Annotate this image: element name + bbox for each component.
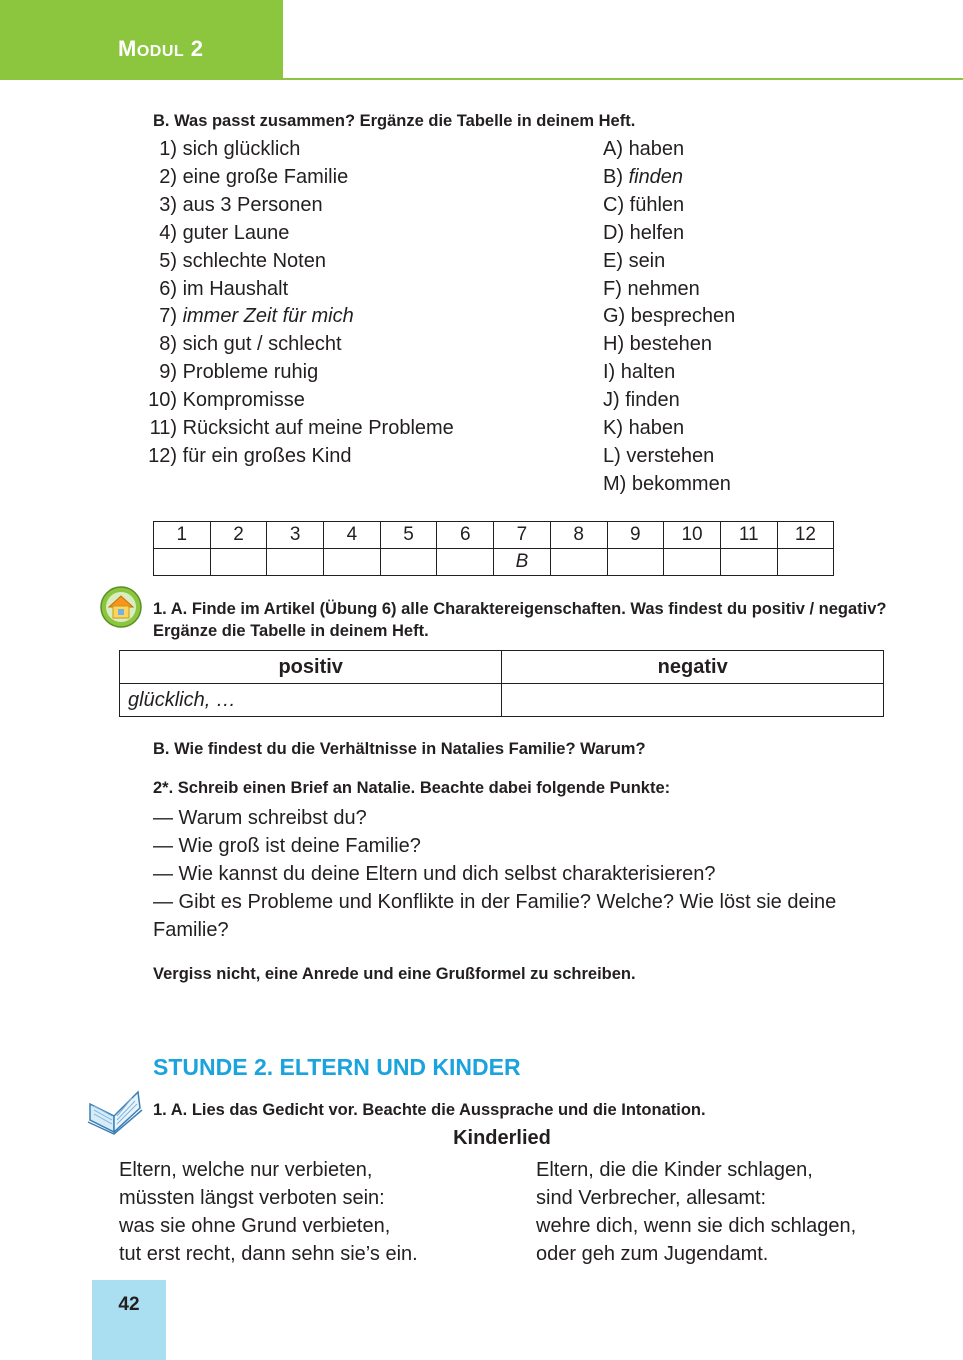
answer-table-answer-cell bbox=[154, 549, 211, 576]
poem-line: oder geh zum Jugendamt. bbox=[536, 1243, 769, 1265]
home-icon bbox=[100, 586, 142, 628]
answer-table-answer-cell bbox=[550, 549, 607, 576]
item-text: sich gut / schlecht bbox=[182, 333, 342, 356]
item-text: aus 3 Personen bbox=[182, 193, 323, 216]
answer-table-number-row bbox=[154, 522, 834, 549]
matching-left-item bbox=[141, 220, 454, 248]
item-text: Rücksicht auf meine Probleme bbox=[182, 417, 454, 440]
answer-table-number-cell: 10 bbox=[664, 522, 721, 549]
letter-point: — Gibt es Probleme und Konflikte in der Familie? Welche? Wie löst sie deine Familie? bbox=[153, 891, 837, 941]
item-text: finden bbox=[628, 165, 684, 188]
item-number: 1) bbox=[159, 138, 177, 160]
poem-stanza-left bbox=[119, 1156, 418, 1268]
matching-left-item bbox=[141, 136, 454, 164]
answer-table bbox=[153, 521, 834, 576]
matching-right-list bbox=[603, 136, 735, 499]
item-text: helfen bbox=[629, 221, 685, 244]
matching-right-item bbox=[603, 164, 735, 192]
item-text: besprechen bbox=[630, 305, 736, 328]
item-letter: K) bbox=[603, 417, 623, 440]
answer-table-number-cell: 3 bbox=[267, 522, 324, 549]
answer-table-answer-cell bbox=[664, 549, 721, 576]
matching-left-item bbox=[141, 387, 454, 415]
item-number: 12) bbox=[148, 444, 177, 467]
item-text: sein bbox=[628, 249, 666, 272]
lesson-task-heading: 1. A. Lies das Gedicht vor. Beachte die Aussprache und die Intonation. bbox=[153, 1101, 706, 1119]
answer-table-answer-cell bbox=[324, 549, 381, 576]
item-letter: C) bbox=[603, 193, 625, 216]
item-text: haben bbox=[628, 138, 685, 160]
matching-right-item bbox=[603, 248, 735, 276]
item-text: nehmen bbox=[627, 277, 700, 300]
item-letter: L) bbox=[603, 444, 621, 467]
matching-left-item bbox=[141, 248, 454, 276]
matching-right-item bbox=[603, 331, 735, 359]
character-traits-table bbox=[119, 650, 884, 717]
answer-table-answer-cell: B bbox=[494, 549, 551, 576]
matching-left-item bbox=[141, 164, 454, 192]
item-letter: F) bbox=[603, 277, 622, 300]
item-text: bekommen bbox=[631, 472, 731, 495]
poem-line: Eltern, die die Kinder schlagen, bbox=[536, 1159, 813, 1181]
item-number: 9) bbox=[159, 361, 177, 384]
matching-right-item bbox=[603, 276, 735, 304]
item-letter: E) bbox=[603, 249, 623, 272]
item-text: guter Laune bbox=[182, 221, 290, 244]
letter-point: — Warum schreibst du? bbox=[153, 807, 367, 829]
column-negative-header: negativ bbox=[502, 651, 884, 684]
item-text: finden bbox=[625, 389, 680, 412]
answer-table-number-cell: 9 bbox=[607, 522, 664, 549]
item-text: Probleme ruhig bbox=[182, 361, 319, 384]
item-text: Kompromisse bbox=[182, 389, 305, 412]
letter-point: — Wie kannst du deine Eltern und dich selbst charakterisieren? bbox=[153, 863, 716, 885]
answer-table-number-cell: 1 bbox=[154, 522, 211, 549]
answer-table-answer-cell bbox=[380, 549, 437, 576]
item-text: für ein großes Kind bbox=[182, 444, 352, 467]
matching-left-item bbox=[141, 415, 454, 443]
item-number: 11) bbox=[149, 417, 177, 440]
lesson-title: STUNDE 2. ELTERN UND KINDER bbox=[153, 1054, 521, 1080]
page-number-box bbox=[92, 1280, 166, 1360]
item-text: bestehen bbox=[629, 333, 712, 356]
matching-right-item bbox=[603, 192, 735, 220]
task-b-heading: B. Was passt zusammen? Ergänze die Tabelle in deinem Heft. bbox=[153, 112, 636, 130]
answer-table-number-cell: 12 bbox=[777, 522, 834, 549]
answer-table-number-cell: 2 bbox=[210, 522, 267, 549]
homework-reminder: Vergiss nicht, eine Anrede und eine Grußformel zu schreiben. bbox=[153, 965, 636, 983]
matching-right-item bbox=[603, 387, 735, 415]
answer-table-answer-cell bbox=[437, 549, 494, 576]
item-number: 3) bbox=[159, 193, 177, 216]
item-text: halten bbox=[620, 361, 676, 384]
item-text: verstehen bbox=[626, 444, 715, 467]
homework-task-b: B. Wie findest du die Verhältnisse in Natalies Familie? Warum? bbox=[153, 740, 646, 758]
answer-table-number-cell: 5 bbox=[380, 522, 437, 549]
matching-right-item bbox=[603, 359, 735, 387]
answer-table-answer-row bbox=[154, 549, 834, 576]
item-letter: J) bbox=[603, 389, 620, 412]
answer-table-number-cell: 4 bbox=[324, 522, 381, 549]
answer-table-number-cell: 7 bbox=[494, 522, 551, 549]
item-number: 5) bbox=[159, 249, 177, 272]
matching-left-item bbox=[141, 192, 454, 220]
matching-right-item bbox=[603, 136, 735, 164]
column-positive-header: positiv bbox=[120, 651, 502, 684]
answer-table-number-cell: 11 bbox=[720, 522, 777, 549]
item-text: immer Zeit für mich bbox=[182, 305, 354, 328]
poem-stanza-right bbox=[536, 1156, 856, 1268]
answer-table-answer-cell bbox=[777, 549, 834, 576]
item-text: eine große Familie bbox=[182, 165, 349, 188]
item-number: 2) bbox=[159, 165, 177, 188]
item-number: 8) bbox=[159, 333, 177, 356]
matching-right-item bbox=[603, 415, 735, 443]
item-number: 7) bbox=[159, 305, 177, 328]
matching-right-item bbox=[603, 471, 735, 499]
item-text: fühlen bbox=[629, 193, 685, 216]
item-text: schlechte Noten bbox=[182, 249, 326, 272]
positive-cell: glücklich, … bbox=[120, 684, 502, 717]
answer-table-answer-cell bbox=[210, 549, 267, 576]
item-text: sich glücklich bbox=[182, 138, 301, 160]
homework-task-2-heading: 2*. Schreib einen Brief an Natalie. Beachte dabei folgende Punkte: bbox=[153, 779, 671, 797]
item-number: 6) bbox=[159, 277, 177, 300]
poem-line: tut erst recht, dann sehn sie’s ein. bbox=[119, 1243, 418, 1265]
matching-right-item bbox=[603, 220, 735, 248]
answer-table-answer-cell bbox=[607, 549, 664, 576]
matching-left-item bbox=[141, 331, 454, 359]
answer-table-number-cell: 6 bbox=[437, 522, 494, 549]
poem-title: Kinderlied bbox=[453, 1127, 551, 1149]
item-number: 4) bbox=[159, 221, 177, 244]
item-letter: M) bbox=[603, 472, 627, 495]
item-letter: A) bbox=[603, 138, 623, 160]
negative-cell bbox=[502, 684, 884, 717]
open-book-icon bbox=[86, 1086, 144, 1136]
item-text: im Haushalt bbox=[182, 277, 289, 300]
item-number: 10) bbox=[148, 389, 177, 412]
letter-points-list bbox=[153, 804, 893, 944]
matching-left-item bbox=[141, 359, 454, 387]
answer-table-answer-cell bbox=[267, 549, 324, 576]
page-number: 42 bbox=[118, 1294, 140, 1315]
homework-task-1-heading: 1. A. Finde im Artikel (Übung 6) alle Charaktereigenschaften. Was findest du positiv / negativ? Ergänze die Tabelle in deinem Heft. bbox=[153, 600, 887, 640]
module-title: MODUL 2 bbox=[118, 36, 204, 61]
item-letter: G) bbox=[603, 305, 626, 328]
letter-point: — Wie groß ist deine Familie? bbox=[153, 835, 421, 857]
item-letter: D) bbox=[603, 221, 625, 244]
matching-right-item bbox=[603, 303, 735, 331]
poem-line: wehre dich, wenn sie dich schlagen, bbox=[536, 1215, 857, 1237]
header-divider bbox=[283, 78, 963, 80]
item-text: haben bbox=[628, 417, 685, 440]
item-letter: H) bbox=[603, 333, 625, 356]
matching-left-item bbox=[141, 443, 454, 471]
matching-left-list bbox=[141, 136, 454, 471]
poem-line: müssten längst verboten sein: bbox=[119, 1187, 385, 1209]
poem-line: Eltern, welche nur verbieten, bbox=[119, 1159, 373, 1181]
matching-left-item bbox=[141, 276, 454, 304]
matching-right-item bbox=[603, 443, 735, 471]
answer-table-number-cell: 8 bbox=[550, 522, 607, 549]
poem-line: sind Verbrecher, allesamt: bbox=[536, 1187, 767, 1209]
matching-left-item bbox=[141, 303, 454, 331]
item-letter: I) bbox=[603, 361, 616, 384]
poem-line: was sie ohne Grund verbieten, bbox=[119, 1215, 391, 1237]
answer-table-answer-cell bbox=[720, 549, 777, 576]
item-letter: B) bbox=[603, 165, 623, 188]
